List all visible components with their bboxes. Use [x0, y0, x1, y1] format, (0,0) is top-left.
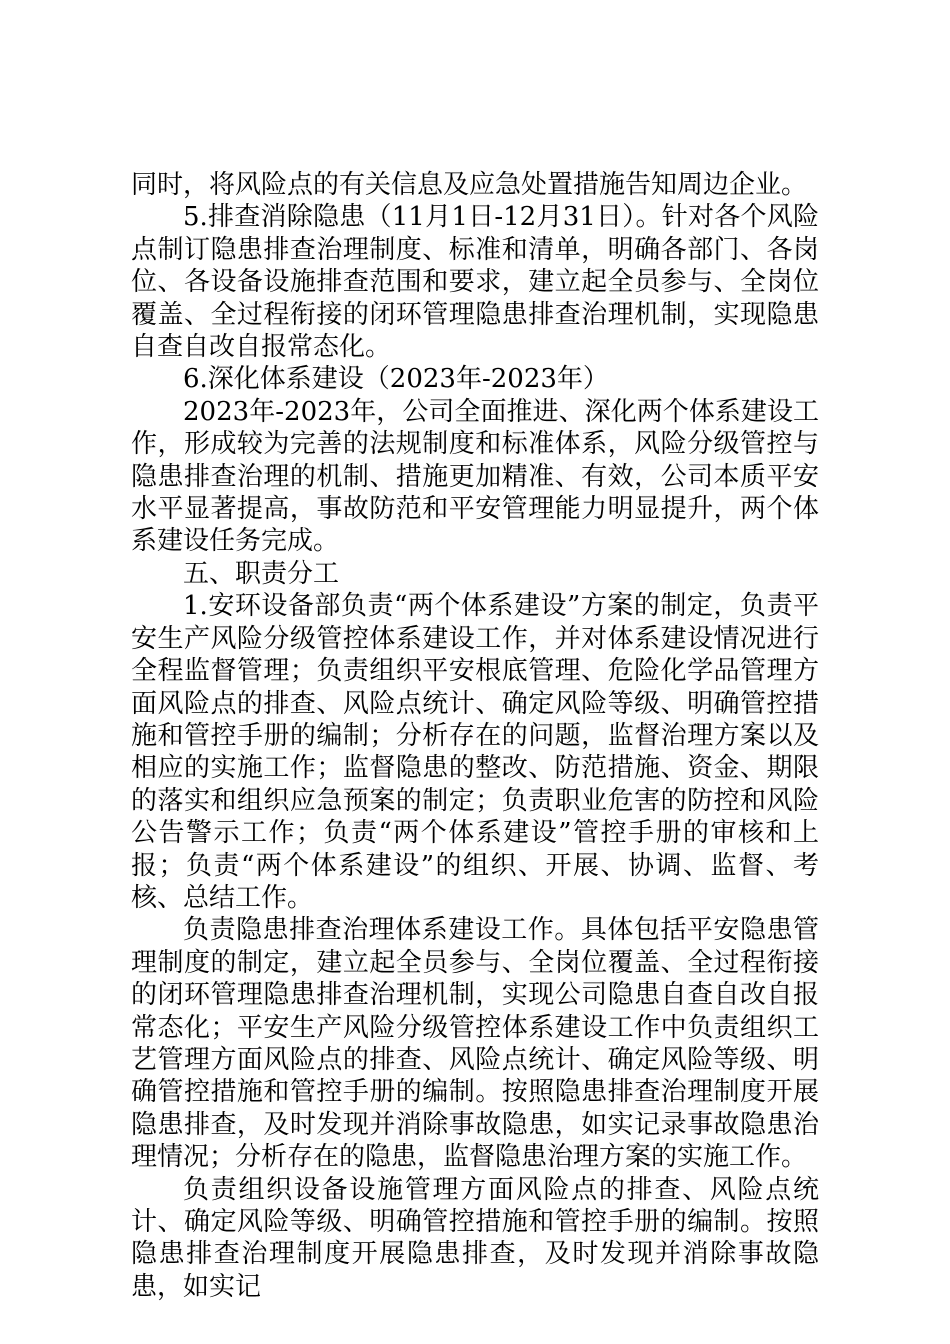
paragraph-7: 负责隐患排查治理体系建设工作。具体包括平安隐患管理制度的制定，建立起全员参与、全岗位覆盖、全过程衔接的闭环管理隐患排查治理机制，实现公司隐患自查自改自报常态化；平安生产风险分级管控体系建设工作中负责组织工艺管理方面风险点的排查、风险点统计、确定风险等级、明确管控措施和管控手册的编制。按照隐患排查治理制度开展隐患排查，及时发现并消除事故隐患，如实记录事故隐患治理情况；分析存在的隐患，监督隐患治理方案的实施工作。 — [131, 915, 819, 1173]
paragraph-2: 5.排查消除隐患（11月1日-12月31日）。针对各个风险点制订隐患排查治理制度、标准和清单，明确各部门、各岗位、各设备设施排查范围和要求，建立起全员参与、全岗位覆盖、全过程衔接的闭环管理隐患排查治理机制，实现隐患自查自改自报常态化。 — [131, 202, 819, 363]
paragraph-1: 同时，将风险点的有关信息及应急处置措施告知周边企业。 — [131, 170, 808, 200]
paragraph-3-heading: 6.深化体系建设（2023年-2023年） — [183, 364, 609, 395]
document-body — [131, 169, 819, 1303]
paragraph-4: 2023年-2023年，公司全面推进、深化两个体系建设工作，形成较为完善的法规制度和标准体系，风险分级管控与隐患排查治理的机制、措施更加精准、有效，公司本质平安水平显著提高，事故防范和平安管理能力明显提升，两个体系建设任务完成。 — [131, 396, 819, 557]
paragraph-8: 负责组织设备设施管理方面风险点的排查、风险点统计、确定风险等级、明确管控措施和管控手册的编制。按照隐患排查治理制度开展隐患排查，及时发现并消除事故隐患，如实记 — [131, 1174, 819, 1302]
paragraph-6: 1.安环设备部负责“两个体系建设”方案的制定，负责平安生产风险分级管控体系建设工作，并对体系建设情况进行全程监督管理；负责组织平安根底管理、危险化学品管理方面风险点的排查、风险点统计、确定风险等级、明确管控措施和管控手册的编制；分析存在的问题，监督治理方案以及相应的实施工作；监督隐患的整改、防范措施、资金、期限的落实和组织应急预案的制定；负责职业危害的防控和风险公告警示工作；负责“两个体系建设”管控手册的审核和上报；负责“两个体系建设”的组织、开展、协调、监督、考核、总结工作。 — [131, 591, 819, 913]
section-heading-duties: 五、职责分工 — [183, 558, 340, 589]
